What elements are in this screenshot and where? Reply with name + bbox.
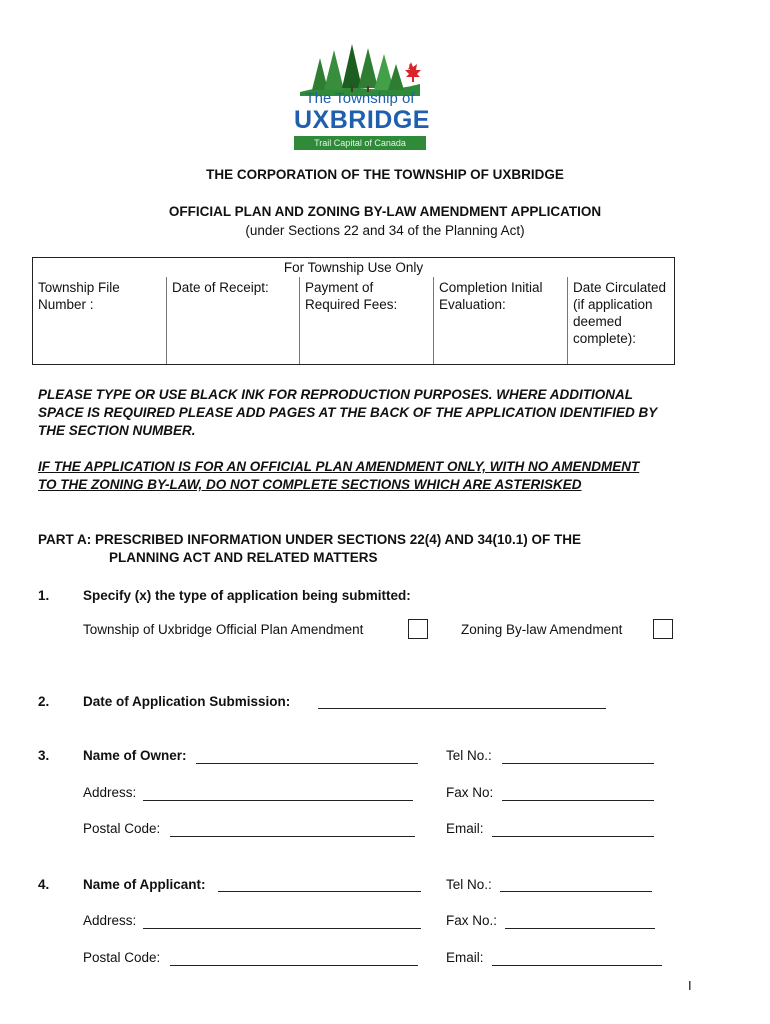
applicant-postal-field[interactable] — [170, 965, 418, 966]
owner-postal-label: Postal Code: — [83, 821, 161, 836]
section-1-label: Specify (x) the type of application being submitted: — [83, 588, 411, 603]
date-circulated-cell: Date Circulated (if application deemed complete): — [573, 280, 667, 346]
file-number-cell: Township File Number : — [38, 280, 120, 312]
zoning-checkbox[interactable] — [653, 619, 673, 639]
payment-fees-cell: Payment of Required Fees: — [305, 280, 398, 312]
owner-tel-field[interactable] — [502, 763, 654, 764]
applicant-tel-field[interactable] — [500, 891, 652, 892]
applicant-postal-label: Postal Code: — [83, 950, 161, 965]
section-2-number: 2. — [38, 694, 50, 709]
owner-fax-label: Fax No: — [446, 785, 494, 800]
owner-name-label: Name of Owner: — [83, 748, 187, 763]
part-a-heading: PART A: PRESCRIBED INFORMATION UNDER SECTIONS 22(4) AND 34(10.1) OF THE — [38, 532, 582, 547]
owner-name-field[interactable] — [196, 763, 418, 764]
date-receipt-cell: Date of Receipt: — [172, 280, 269, 295]
part-a-heading-cont: PLANNING ACT AND RELATED MATTERS — [109, 550, 378, 565]
page-number: I — [688, 978, 692, 993]
section-4-number: 4. — [38, 877, 50, 892]
logo-title: The Township of — [305, 90, 415, 107]
applicant-address-field[interactable] — [143, 928, 421, 929]
owner-email-field[interactable] — [492, 836, 654, 837]
owner-address-field[interactable] — [143, 800, 413, 801]
owner-postal-field[interactable] — [170, 836, 415, 837]
township-logo — [290, 40, 430, 152]
applicant-name-label: Name of Applicant: — [83, 877, 206, 892]
applicant-email-label: Email: — [446, 950, 484, 965]
owner-email-label: Email: — [446, 821, 484, 836]
applicant-fax-label: Fax No.: — [446, 913, 498, 928]
logo-tagline: Trail Capital of Canada — [294, 136, 426, 150]
applicant-address-label: Address: — [83, 913, 137, 928]
submission-date-label: Date of Application Submission: — [83, 694, 291, 709]
section-1-number: 1. — [38, 588, 50, 603]
applicant-email-field[interactable] — [492, 965, 662, 966]
section-3-number: 3. — [38, 748, 50, 763]
owner-address-label: Address: — [83, 785, 137, 800]
submission-date-field[interactable] — [318, 708, 606, 709]
official-plan-option-label: Township of Uxbridge Official Plan Amendment — [83, 622, 364, 637]
form-subtitle: (under Sections 22 and 34 of the Planning Act) — [245, 223, 525, 238]
owner-fax-field[interactable] — [502, 800, 654, 801]
maple-leaf-icon — [405, 62, 421, 82]
township-use-table — [32, 257, 675, 365]
form-title: OFFICIAL PLAN AND ZONING BY-LAW AMENDMENT APPLICATION — [168, 204, 602, 219]
corporation-heading: THE CORPORATION OF THE TOWNSHIP OF UXBRIDGE — [206, 167, 564, 182]
table-heading: For Township Use Only — [283, 260, 424, 275]
completion-evaluation-cell: Completion Initial Evaluation: — [439, 280, 543, 312]
logo-name: UXBRIDGE — [294, 106, 430, 134]
trees-icon — [290, 40, 430, 96]
official-plan-only-instruction: IF THE APPLICATION IS FOR AN OFFICIAL PLAN AMENDMENT ONLY, WITH NO AMENDMENT TO THE ZONING BY-LAW, DO NOT COMPLETE SECTIONS WHICH ARE ASTERISKED — [38, 459, 640, 492]
applicant-fax-field[interactable] — [505, 928, 655, 929]
applicant-name-field[interactable] — [218, 891, 421, 892]
zoning-option-label: Zoning By-law Amendment — [461, 622, 623, 637]
official-plan-checkbox[interactable] — [408, 619, 428, 639]
black-ink-instruction: PLEASE TYPE OR USE BLACK INK FOR REPRODUCTION PURPOSES. WHERE ADDITIONAL SPACE IS REQUIRED PLEASE ADD PAGES AT THE BACK OF THE APPLICATION IDENTIFIED BY THE SECTION NUMBER. — [38, 387, 658, 438]
applicant-tel-label: Tel No.: — [446, 877, 492, 892]
owner-tel-label: Tel No.: — [446, 748, 492, 763]
